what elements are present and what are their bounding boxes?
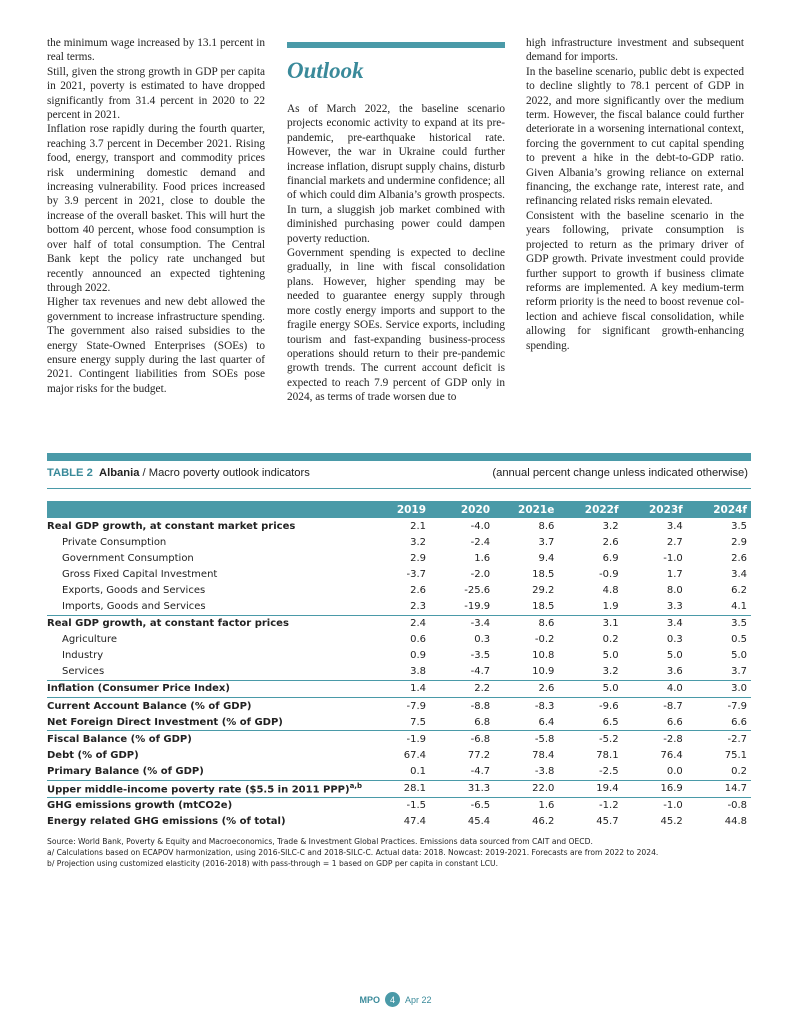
- value-cell: 2.9: [410, 552, 427, 564]
- value-cell: -2.8: [623, 731, 687, 748]
- paragraph: As of March 2022, the baseline scenario projects economic activity to expand at its pre-pandemic, pre-earthquake historical rate. However, the war in Ukraine could further increase inflation, disrupt supply chains, disturb financial markets and undermine confidence; all of which could dim Albania’s growth prospects. In turn, a sluggish job market combined with diminished purchasing power could dampen poverty reduction.: [287, 103, 506, 245]
- section-bar: [287, 42, 505, 48]
- value-cell: 28.1: [366, 780, 430, 797]
- value-cell: 1.7: [666, 568, 683, 580]
- value-cell: -4.7: [470, 765, 491, 777]
- table-row: [47, 534, 751, 550]
- table-caption: [47, 461, 751, 485]
- value-cell: 45.7: [596, 816, 619, 828]
- value-cell: 3.7: [538, 536, 555, 548]
- value-cell: 1.6: [474, 552, 491, 564]
- table-row: [47, 566, 751, 582]
- value-cell: 2.6: [731, 552, 747, 564]
- table-row: [47, 582, 751, 598]
- row-label-text: Fiscal Balance (% of GDP): [47, 733, 192, 745]
- divider: [47, 488, 751, 489]
- table-title: / Macro poverty outlook indicators: [139, 467, 310, 479]
- value-cell: -3.4: [430, 615, 494, 632]
- header-cell-label: [47, 501, 366, 518]
- value-cell: 78.1: [596, 749, 619, 761]
- value-cell: 2.7: [666, 536, 683, 548]
- paragraph: the minimum wage increased by 13.1 percent in real terms.: [47, 37, 265, 64]
- value-cell: -8.8: [430, 698, 494, 715]
- value-cell: -7.9: [366, 698, 430, 715]
- value-cell: 3.4: [731, 568, 747, 580]
- table-row: [47, 714, 751, 731]
- row-label: [47, 747, 366, 763]
- table-row: [47, 518, 751, 534]
- value-cell: 2.4: [366, 615, 430, 632]
- value-cell: 2.6: [410, 584, 427, 596]
- table-country: Albania: [99, 467, 140, 479]
- page-number: 4: [385, 992, 400, 1007]
- value-cell: 0.3: [474, 634, 491, 646]
- value-cell: 3.4: [666, 520, 683, 532]
- value-cell: 3.2: [410, 536, 427, 548]
- row-label: [47, 598, 366, 615]
- value-cell: 4.8: [602, 584, 619, 596]
- value-cell: 14.7: [687, 780, 751, 797]
- value-cell: 3.4: [623, 615, 687, 632]
- value-cell: -19.9: [464, 601, 491, 613]
- value-cell: 45.2: [660, 816, 683, 828]
- row-label-text: Real GDP growth, at constant market prices: [47, 520, 296, 532]
- paragraph: Higher tax revenues and new debt allowed the government to increase infrastructure spending. The government also raised subsidies to the energy State-Owned Enterprises (SOEs) to ensure energy supply during the last quarter of 2021. Contingent liabilities from SOEs pose major risks for the budget.: [47, 296, 265, 395]
- table-row: [47, 797, 751, 814]
- table-row: [47, 780, 751, 797]
- value-cell: -1.0: [623, 797, 687, 814]
- paragraph: Still, given the strong growth in GDP per capita in 2021, poverty is estimated to have dropped significantly from 31.4 percent in 2020 to 22 percent in 2021.: [47, 65, 265, 122]
- table-subtitle: (annual percent change unless indicated otherwise): [492, 467, 748, 479]
- macro-poverty-table: [47, 501, 751, 830]
- row-label: [47, 714, 366, 731]
- row-label-text: Private Consumption: [62, 536, 167, 548]
- value-cell: 8.6: [494, 615, 558, 632]
- footer-label: MPO: [359, 994, 380, 1005]
- table-label: TABLE 2: [47, 467, 93, 479]
- row-label-text: Debt (% of GDP): [47, 749, 139, 761]
- value-cell: -1.2: [558, 797, 622, 814]
- row-label: [47, 780, 366, 797]
- text-column-2: [287, 42, 505, 405]
- value-cell: -9.6: [558, 698, 622, 715]
- row-label-text: Industry: [62, 650, 104, 662]
- paragraph: In the baseline scenario, public debt is expected to decline slightly to 78.1 percent of GDP in 2022, and more significantly over the medium term. However, the fiscal balance could further deteriorate in a worsening international context, forcing the government to cut capital spending to prevent a hike in the debt-to-GDP ratio. Given Albania’s growing reliance on external financing, the exchange rate, interest rate, and refinancing related risks remain elevated.: [526, 65, 744, 208]
- value-cell: 9.4: [538, 552, 555, 564]
- value-cell: 22.0: [494, 780, 558, 797]
- value-cell: 3.0: [687, 680, 751, 697]
- value-cell: 3.7: [731, 666, 747, 678]
- value-cell: 47.4: [403, 816, 427, 828]
- value-cell: -2.5: [599, 765, 619, 777]
- header-year-cell: 2021e: [494, 501, 558, 518]
- value-cell: 75.1: [724, 749, 747, 761]
- value-cell: 3.6: [666, 666, 683, 678]
- footnote: Source: World Bank, Poverty & Equity and Macroeconomics, Trade & Investment Global Practices. Emissions data sourced from CAIT and OECD.: [47, 836, 593, 846]
- value-cell: 76.4: [660, 749, 683, 761]
- row-label: [47, 763, 366, 780]
- paragraph: high infrastructure investment and subsequent demand for imports.: [526, 37, 744, 64]
- row-label-text: Upper middle-income poverty rate ($5.5 in 2011 PPP): [47, 784, 350, 796]
- table-row: [47, 598, 751, 615]
- row-label-text: Agriculture: [62, 634, 117, 646]
- value-cell: 2.9: [731, 536, 747, 548]
- table-row: [47, 632, 751, 648]
- value-cell: 19.4: [558, 780, 622, 797]
- value-cell: -8.7: [623, 698, 687, 715]
- row-label-text: Real GDP growth, at constant factor prices: [47, 618, 289, 630]
- table-row: [47, 698, 751, 715]
- paragraph: Consistent with the baseline scenario in the years following, private consumption is projected to return as the primary driver of GDP growth. Private investment could provide further support to growth if business climate reforms are implemented. A key medium-term reform priority is the need to boost revenue collection and achieve fiscal consolidation, while allowing for significant growth-enhancing spending.: [526, 209, 744, 352]
- header-year-cell: 2023f: [623, 501, 687, 518]
- value-cell: 1.6: [494, 797, 558, 814]
- value-cell: -5.2: [558, 731, 622, 748]
- value-cell: 5.0: [602, 650, 619, 662]
- row-label: [47, 566, 366, 582]
- table-header-row: [47, 501, 751, 518]
- value-cell: 1.9: [602, 601, 619, 613]
- value-cell: -0.9: [599, 568, 619, 580]
- value-cell: -7.9: [687, 698, 751, 715]
- row-label: [47, 731, 366, 748]
- value-cell: 6.6: [666, 716, 683, 728]
- value-cell: 2.3: [410, 601, 427, 613]
- text-column-3: [526, 36, 744, 353]
- page-footer: [0, 992, 791, 1007]
- value-cell: -5.8: [494, 731, 558, 748]
- value-cell: 46.2: [532, 816, 555, 828]
- value-cell: 2.2: [430, 680, 494, 697]
- value-cell: 4.1: [731, 601, 747, 613]
- row-label: [47, 814, 366, 830]
- value-cell: 3.2: [602, 666, 619, 678]
- value-cell: 7.5: [410, 716, 427, 728]
- value-cell: 29.2: [532, 584, 555, 596]
- row-label: [47, 680, 366, 697]
- row-label: [47, 582, 366, 598]
- value-cell: 44.8: [724, 816, 747, 828]
- value-cell: 0.5: [731, 634, 747, 646]
- row-label: [47, 664, 366, 681]
- value-cell: 8.0: [666, 584, 683, 596]
- value-cell: 6.6: [731, 716, 747, 728]
- value-cell: 0.9: [410, 650, 427, 662]
- value-cell: -4.7: [470, 666, 491, 678]
- value-cell: -3.5: [470, 650, 491, 662]
- value-cell: 0.3: [666, 634, 683, 646]
- value-cell: 2.6: [602, 536, 619, 548]
- footnote: b/ Projection using customized elasticity (2016-2018) with pass-through = 1 based on GDP per capita in constant LCU.: [47, 858, 498, 868]
- paragraph: Government spending is expected to decline gradually, in line with fiscal consolidation plans. However, higher spending may be needed to guarantee energy supply through more costly energy imports and support to the fragile energy SOEs. Service exports, including tourism and fast-expanding business-process operations should return to their pre-pandemic growth trends. The current account deficit is expected to reach 7.9 percent of GDP only in 2024, as terms of trade worsen due to: [287, 247, 505, 404]
- row-label-text: Services: [62, 666, 105, 678]
- table-row: [47, 814, 751, 830]
- table-footnotes: [47, 836, 751, 869]
- section-title: Outlook: [287, 58, 364, 83]
- table-row: [47, 763, 751, 780]
- value-cell: -2.7: [687, 731, 751, 748]
- row-label-text: Gross Fixed Capital Investment: [62, 568, 218, 580]
- value-cell: 0.1: [410, 765, 427, 777]
- row-label: [47, 632, 366, 648]
- value-cell: 0.2: [731, 765, 747, 777]
- row-label-text: Net Foreign Direct Investment (% of GDP): [47, 716, 283, 728]
- row-label-text: Exports, Goods and Services: [62, 584, 206, 596]
- value-cell: 2.1: [410, 520, 427, 532]
- value-cell: 8.6: [538, 520, 555, 532]
- value-cell: -6.8: [430, 731, 494, 748]
- row-label: [47, 534, 366, 550]
- row-label: [47, 797, 366, 814]
- value-cell: -8.3: [494, 698, 558, 715]
- value-cell: 3.5: [731, 520, 747, 532]
- value-cell: 78.4: [532, 749, 555, 761]
- header-year-cell: 2022f: [558, 501, 622, 518]
- table-row: [47, 664, 751, 681]
- value-cell: -0.2: [534, 634, 555, 646]
- table-row: [47, 648, 751, 664]
- value-cell: -1.9: [366, 731, 430, 748]
- value-cell: 2.6: [494, 680, 558, 697]
- value-cell: 67.4: [403, 749, 427, 761]
- value-cell: 6.4: [538, 716, 555, 728]
- value-cell: 4.0: [623, 680, 687, 697]
- value-cell: 18.5: [532, 601, 555, 613]
- value-cell: -1.5: [366, 797, 430, 814]
- value-cell: -2.4: [470, 536, 491, 548]
- value-cell: 6.5: [602, 716, 619, 728]
- footnote-marker: a,b: [349, 781, 362, 790]
- value-cell: 45.4: [467, 816, 491, 828]
- row-label-text: Inflation (Consumer Price Index): [47, 683, 230, 695]
- value-cell: 77.2: [467, 749, 491, 761]
- row-label-text: Energy related GHG emissions (% of total): [47, 816, 286, 828]
- text-column-1: [47, 36, 265, 396]
- header-year-cell: 2020: [430, 501, 494, 518]
- value-cell: 0.2: [602, 634, 619, 646]
- row-label: [47, 648, 366, 664]
- value-cell: 3.2: [602, 520, 619, 532]
- value-cell: 5.0: [666, 650, 683, 662]
- value-cell: -6.5: [430, 797, 494, 814]
- header-year-cell: 2019: [366, 501, 430, 518]
- value-cell: 16.9: [623, 780, 687, 797]
- row-label: [47, 615, 366, 632]
- row-label-text: Government Consumption: [62, 552, 194, 564]
- value-cell: 5.0: [558, 680, 622, 697]
- row-label-text: Primary Balance (% of GDP): [47, 765, 204, 777]
- value-cell: 3.1: [558, 615, 622, 632]
- value-cell: 3.3: [666, 601, 683, 613]
- value-cell: 3.5: [687, 615, 751, 632]
- footnote: a/ Calculations based on ECAPOV harmonization, using 2016-SILC-C and 2018-SILC-C. Actual data: 2018. Nowcast: 2019-2021. Forecasts are from 2022 to 2024.: [47, 847, 659, 857]
- table-row: [47, 731, 751, 748]
- value-cell: 31.3: [430, 780, 494, 797]
- table-row: [47, 680, 751, 697]
- value-cell: -4.0: [470, 520, 491, 532]
- table-row: [47, 615, 751, 632]
- value-cell: -3.7: [406, 568, 427, 580]
- row-label-text: Imports, Goods and Services: [62, 601, 206, 613]
- value-cell: 0.0: [666, 765, 683, 777]
- value-cell: 5.0: [731, 650, 747, 662]
- footer-date: Apr 22: [404, 994, 432, 1005]
- value-cell: 3.8: [410, 666, 427, 678]
- value-cell: 18.5: [532, 568, 555, 580]
- value-cell: 6.2: [731, 584, 747, 596]
- row-label-text: Current Account Balance (% of GDP): [47, 700, 252, 712]
- value-cell: -25.6: [464, 584, 491, 596]
- value-cell: 10.8: [532, 650, 555, 662]
- value-cell: -0.8: [687, 797, 751, 814]
- value-cell: 1.4: [366, 680, 430, 697]
- paragraph: Inflation rose rapidly during the fourth quarter, reaching 3.7 percent in December 2021. Rising food, energy, transport and commodity prices risk undermining domestic demand and increasing vulnerability. Food prices increased by 3.9 percent in 2021, close to double the increase of the overall basket. This will hurt the bottom 40 percent, whose food consumption is over half of total consumption. The Central Bank kept the policy rate unchanged but recently announced an expected tightening through 2022.: [47, 123, 265, 294]
- row-label-text: GHG emissions growth (mtCO2e): [47, 800, 233, 812]
- header-year-cell: 2024f: [687, 501, 751, 518]
- table-row: [47, 550, 751, 566]
- value-cell: 0.6: [410, 634, 427, 646]
- row-label: [47, 518, 366, 534]
- value-cell: 6.9: [602, 552, 619, 564]
- value-cell: 6.8: [474, 716, 491, 728]
- table-top-bar: [47, 453, 751, 461]
- value-cell: -1.0: [663, 552, 683, 564]
- value-cell: -3.8: [534, 765, 555, 777]
- macro-table-section: [47, 453, 751, 869]
- row-label: [47, 550, 366, 566]
- table-row: [47, 747, 751, 763]
- value-cell: -2.0: [470, 568, 491, 580]
- value-cell: 10.9: [532, 666, 555, 678]
- row-label: [47, 698, 366, 715]
